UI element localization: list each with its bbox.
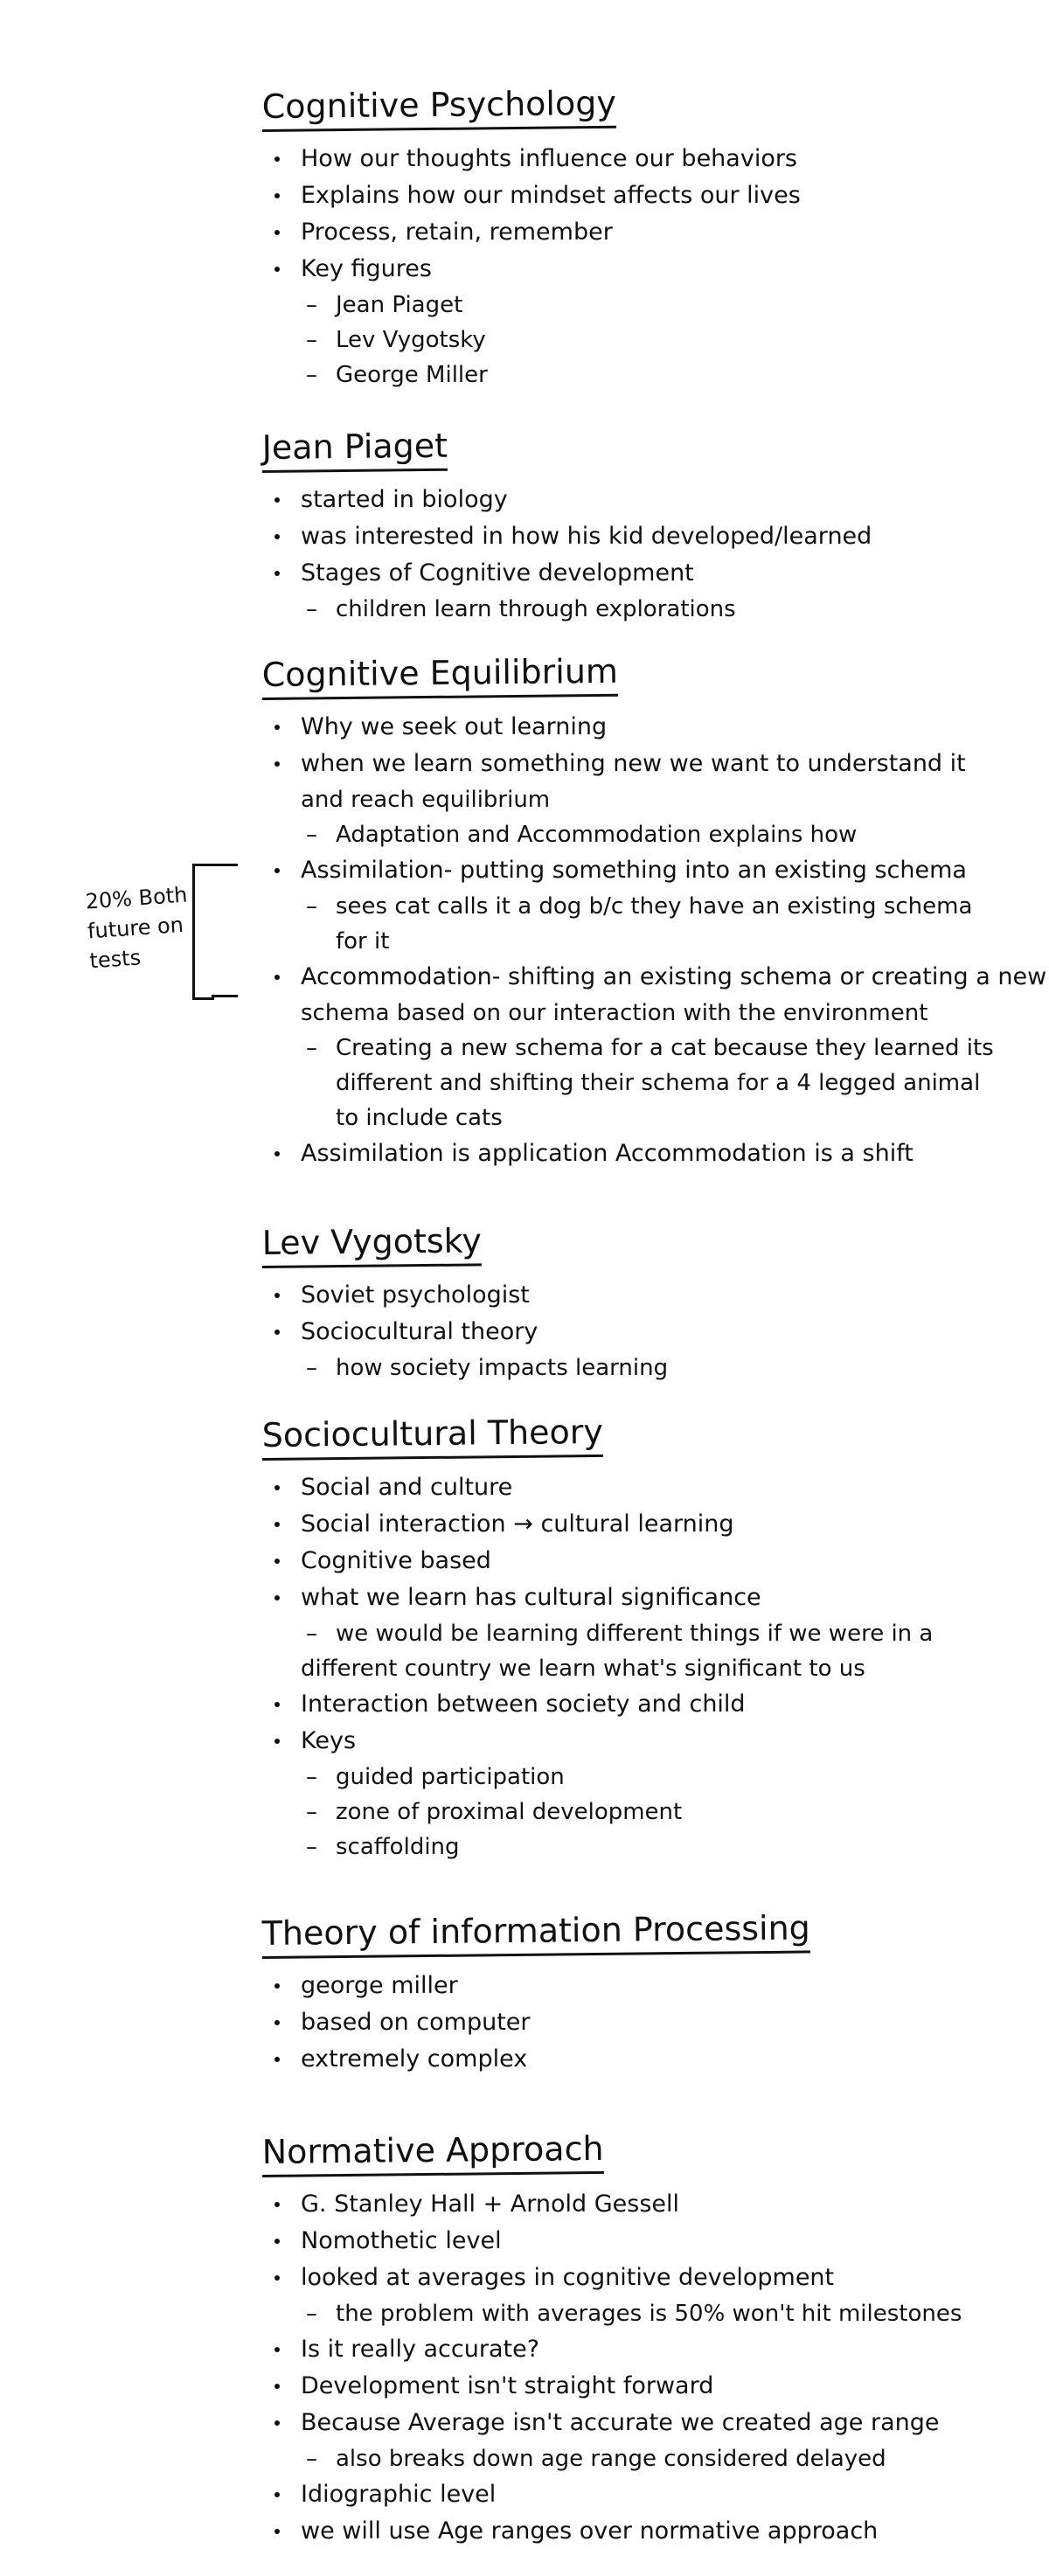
list-item: george miller — [262, 1968, 997, 2004]
list-item: looked at averages in cognitive development — [262, 2260, 997, 2296]
sub-item: – zone of proximal development — [262, 1795, 997, 1830]
section-lev-vygotsky — [261, 1221, 997, 1385]
list-item: Assimilation is application Accommodation is a shift — [262, 1135, 997, 1172]
list-item: Sociocultural theory — [262, 1314, 997, 1350]
margin-bracket — [192, 864, 214, 1000]
sub-item: – the problem with averages is 50% won't hit milestones — [262, 2296, 997, 2331]
margin-note: 20% Both future on tests — [84, 882, 189, 974]
list-item: Accommodation- shifting an existing schema or creating a new — [262, 959, 997, 996]
bracket-tick — [212, 864, 238, 866]
list-item: Explains how our mindset affects our lives — [262, 177, 997, 214]
section-jean-piaget — [262, 428, 997, 627]
list-item: Keys — [262, 1723, 997, 1760]
sub-item: – sees cat calls it a dog b/c they have an existing schema for it — [262, 889, 997, 959]
sub-item: – scaffolding — [262, 1830, 997, 1864]
section-cognitive-equilibrium — [261, 651, 1047, 1172]
bullet-list — [262, 2186, 997, 2550]
list-item: extremely complex — [262, 2041, 997, 2078]
list-item: Why we seek out learning — [262, 709, 997, 746]
bracket-tick — [212, 995, 238, 997]
list-item: Interaction between society and child — [262, 1686, 997, 1723]
bullet-list — [262, 1277, 997, 1385]
section-title: Lev Vygotsky — [261, 1221, 482, 1268]
bullet-list — [262, 1968, 997, 2078]
list-item: Because Average isn't accurate we created age range — [262, 2405, 997, 2441]
section-title: Sociocultural Theory — [261, 1413, 603, 1461]
list-item: we will use Age ranges over normative approach — [262, 2513, 997, 2550]
list-item: Idiographic level — [262, 2476, 997, 2513]
section-normative-approach — [261, 2128, 997, 2550]
sub-item: – guided participation — [262, 1760, 997, 1795]
list-item: when we learn something new we want to understand it — [262, 746, 997, 782]
list-item-continuation: schema based on our interaction with the environment — [301, 1000, 928, 1026]
list-item: what we learn has cultural significance — [262, 1580, 997, 1616]
list-item: started in biology — [262, 482, 997, 518]
list-item: based on computer — [262, 2004, 997, 2041]
section-title: Theory of information Processing — [261, 1908, 810, 1959]
sub-item: – children learn through explorations — [262, 592, 997, 627]
section-title: Cognitive Psychology — [261, 84, 616, 132]
bullet-list — [262, 141, 997, 392]
list-item: Key figures — [262, 251, 997, 288]
sub-item: – Lev Vygotsky — [262, 323, 997, 358]
list-item: Social and culture — [262, 1469, 997, 1506]
sub-item: – Jean Piaget — [262, 288, 997, 323]
sub-item: – Creating a new schema for a cat because they learned its different and shifting their schema for a 4 legged animal to include cats — [262, 1031, 997, 1135]
list-item: Stages of Cognitive development — [262, 555, 997, 592]
list-item: Nomothetic level — [262, 2223, 997, 2260]
list-item: Social interaction → cultural learning — [262, 1506, 997, 1543]
sub-item: – Adaptation and Accommodation explains how — [262, 817, 997, 852]
sub-item: – we would be learning different things if we were in a — [262, 1616, 997, 1651]
list-item-continuation: and reach equilibrium — [301, 787, 551, 813]
bullet-list — [262, 1469, 997, 1864]
list-item: Process, retain, remember — [262, 214, 997, 251]
sub-item: – also breaks down age range considered delayed — [262, 2441, 997, 2476]
list-item: Cognitive based — [262, 1543, 997, 1580]
list-item: G. Stanley Hall + Arnold Gessell — [262, 2186, 997, 2223]
list-item-continuation: different country we learn what's significant to us — [301, 1656, 865, 1682]
list-item: was interested in how his kid developed/learned — [262, 518, 997, 555]
section-title: Normative Approach — [261, 2129, 603, 2177]
list-item: Soviet psychologist — [262, 1277, 997, 1314]
list-item: Assimilation- putting something into an existing schema — [262, 852, 997, 889]
section-title: Jean Piaget — [261, 427, 448, 473]
section-cognitive-psychology — [261, 83, 997, 392]
section-information-processing — [261, 1908, 997, 2078]
section-title: Cognitive Equilibrium — [261, 652, 618, 700]
list-item: Development isn't straight forward — [262, 2368, 997, 2405]
sub-item: – George Miller — [262, 358, 997, 392]
bullet-list — [262, 482, 997, 627]
bullet-list — [262, 709, 1047, 1172]
list-item: Is it really accurate? — [262, 2331, 997, 2368]
section-sociocultural-theory — [261, 1412, 997, 1864]
sub-item: – how society impacts learning — [262, 1350, 997, 1385]
list-item: How our thoughts influence our behaviors — [262, 141, 997, 177]
